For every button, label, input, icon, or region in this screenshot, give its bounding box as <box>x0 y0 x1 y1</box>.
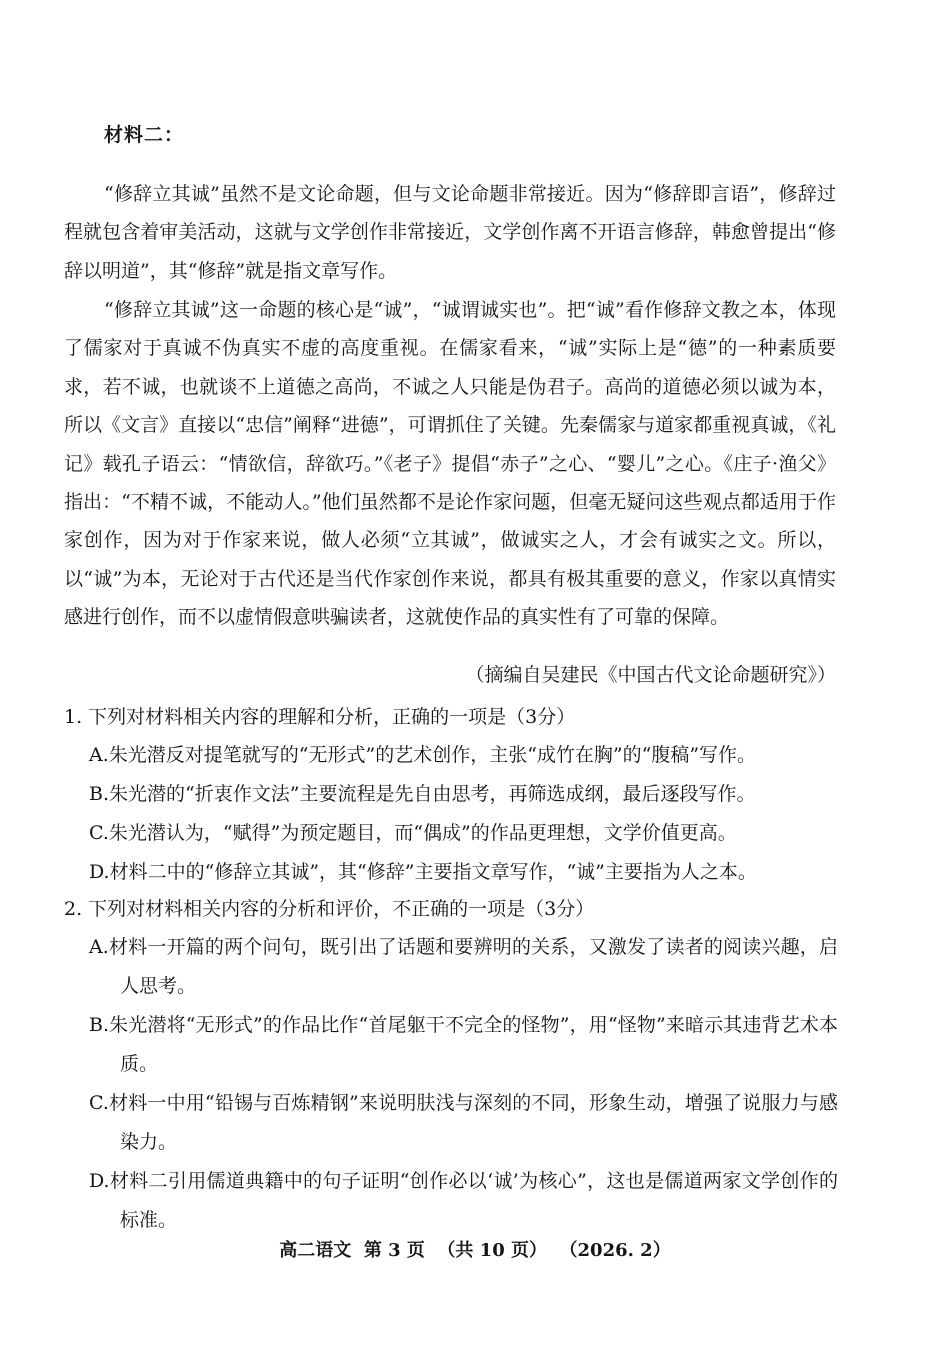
option-letter: B. <box>89 783 110 805</box>
option-text: 朱光潜反对提笔就写的“无形式”的艺术创作，主张“成竹在胸”的“腹稿”写作。 <box>108 744 757 766</box>
question-2 <box>64 890 838 1240</box>
option-b[interactable] <box>64 1006 838 1084</box>
option-letter: D. <box>89 1170 110 1192</box>
option-d[interactable] <box>64 1162 838 1240</box>
question-stem: 1. 下列对材料相关内容的理解和分析，正确的一项是（3分） <box>64 706 576 728</box>
option-letter: C. <box>89 822 109 844</box>
option-letter: D. <box>89 861 110 883</box>
page-footer: 高二语文 第 3 页 （共 10 页） （2026. 2） <box>279 1240 671 1261</box>
material-paragraph-2: “修辞立其诚”这一命题的核心是“诚”，“诚谓诚实也”。把“诚”看作修辞文教之本，体现了儒家对于真诚不伪真实不虚的高度重视。在儒家看来，“诚”实际上是“德”的一种素质要求，若不诚，也就谈不上道德之高尚，不诚之人只能是伪君子。高尚的道德必须以诚为本，所以《文言》直接以“忠信”阐释“进德”，可谓抓住了关键。先秦儒家与道家都重视真诚，《礼记》载孔子语云：“情欲信，辞欲巧。”《老子》提倡“赤子”之心、“婴儿”之心。《庄子·渔父》指出：“不精不诚，不能动人。”他们虽然都不是论作家问题，但毫无疑问这些观点都适用于作家创作，因为对于作家来说，做人必须“立其诚”，做诚实之人，才会有诚实之文。所以，以“诚”为本，无论对于古代还是当代作家创作来说，都具有极其重要的意义，作家以真情实感进行创作，而不以虚情假意哄骗读者，这就使作品的真实性有了可靠的保障。 <box>64 299 836 629</box>
option-c[interactable] <box>64 814 838 853</box>
question-1 <box>64 698 838 892</box>
option-letter: A. <box>89 744 109 766</box>
material-heading: 材料二： <box>104 124 185 146</box>
option-text: 材料二中的“修辞立其诚”，其“修辞”主要指文章写作，“诚”主要指为人之本。 <box>109 861 757 883</box>
option-text: 朱光潜的“折衷作文法”主要流程是先自由思考，再筛选成纲，最后逐段写作。 <box>109 783 756 805</box>
option-text: 朱光潜认为，“赋得”为预定题目，而“偶成”的作品更理想，文学价值更高。 <box>108 822 737 844</box>
question-stem: 2. 下列对材料相关内容的分析和评价，不正确的一项是（3分） <box>64 898 595 920</box>
material-paragraph-1: “修辞立其诚”虽然不是文论命题，但与文论命题非常接近。因为“修辞即言语”，修辞过程就包含着审美活动，这就与文学创作非常接近，文学创作离不开语言修辞，韩愈曾提出“修辞以明道”，其“修辞”就是指文章写作。 <box>64 183 836 282</box>
option-text: 朱光潜将“无形式”的作品比作“首尾躯干不完全的怪物”，用“怪物”来暗示其违背艺术本质。 <box>109 1014 838 1075</box>
option-letter: C. <box>89 1092 109 1114</box>
option-a[interactable] <box>64 928 838 1006</box>
option-d[interactable] <box>64 853 838 892</box>
option-c[interactable] <box>64 1084 838 1162</box>
option-text: 材料一中用“铅锡与百炼精钢”来说明肤浅与深刻的不同，形象生动，增强了说服力与感染力。 <box>108 1092 838 1153</box>
option-text: 材料一开篇的两个问句，既引出了话题和要辨明的关系，又激发了读者的阅读兴趣，启人思考。 <box>108 936 838 997</box>
option-text: 材料二引用儒道典籍中的句子证明“创作必以‘诚’为核心”，这也是儒道两家文学创作的标准。 <box>109 1170 838 1231</box>
option-letter: B. <box>89 1014 110 1036</box>
option-b[interactable] <box>64 775 838 814</box>
option-a[interactable] <box>64 736 838 775</box>
option-letter: A. <box>89 936 109 958</box>
source-citation: （摘编自吴建民《中国古代文论命题研究》） <box>465 664 836 686</box>
